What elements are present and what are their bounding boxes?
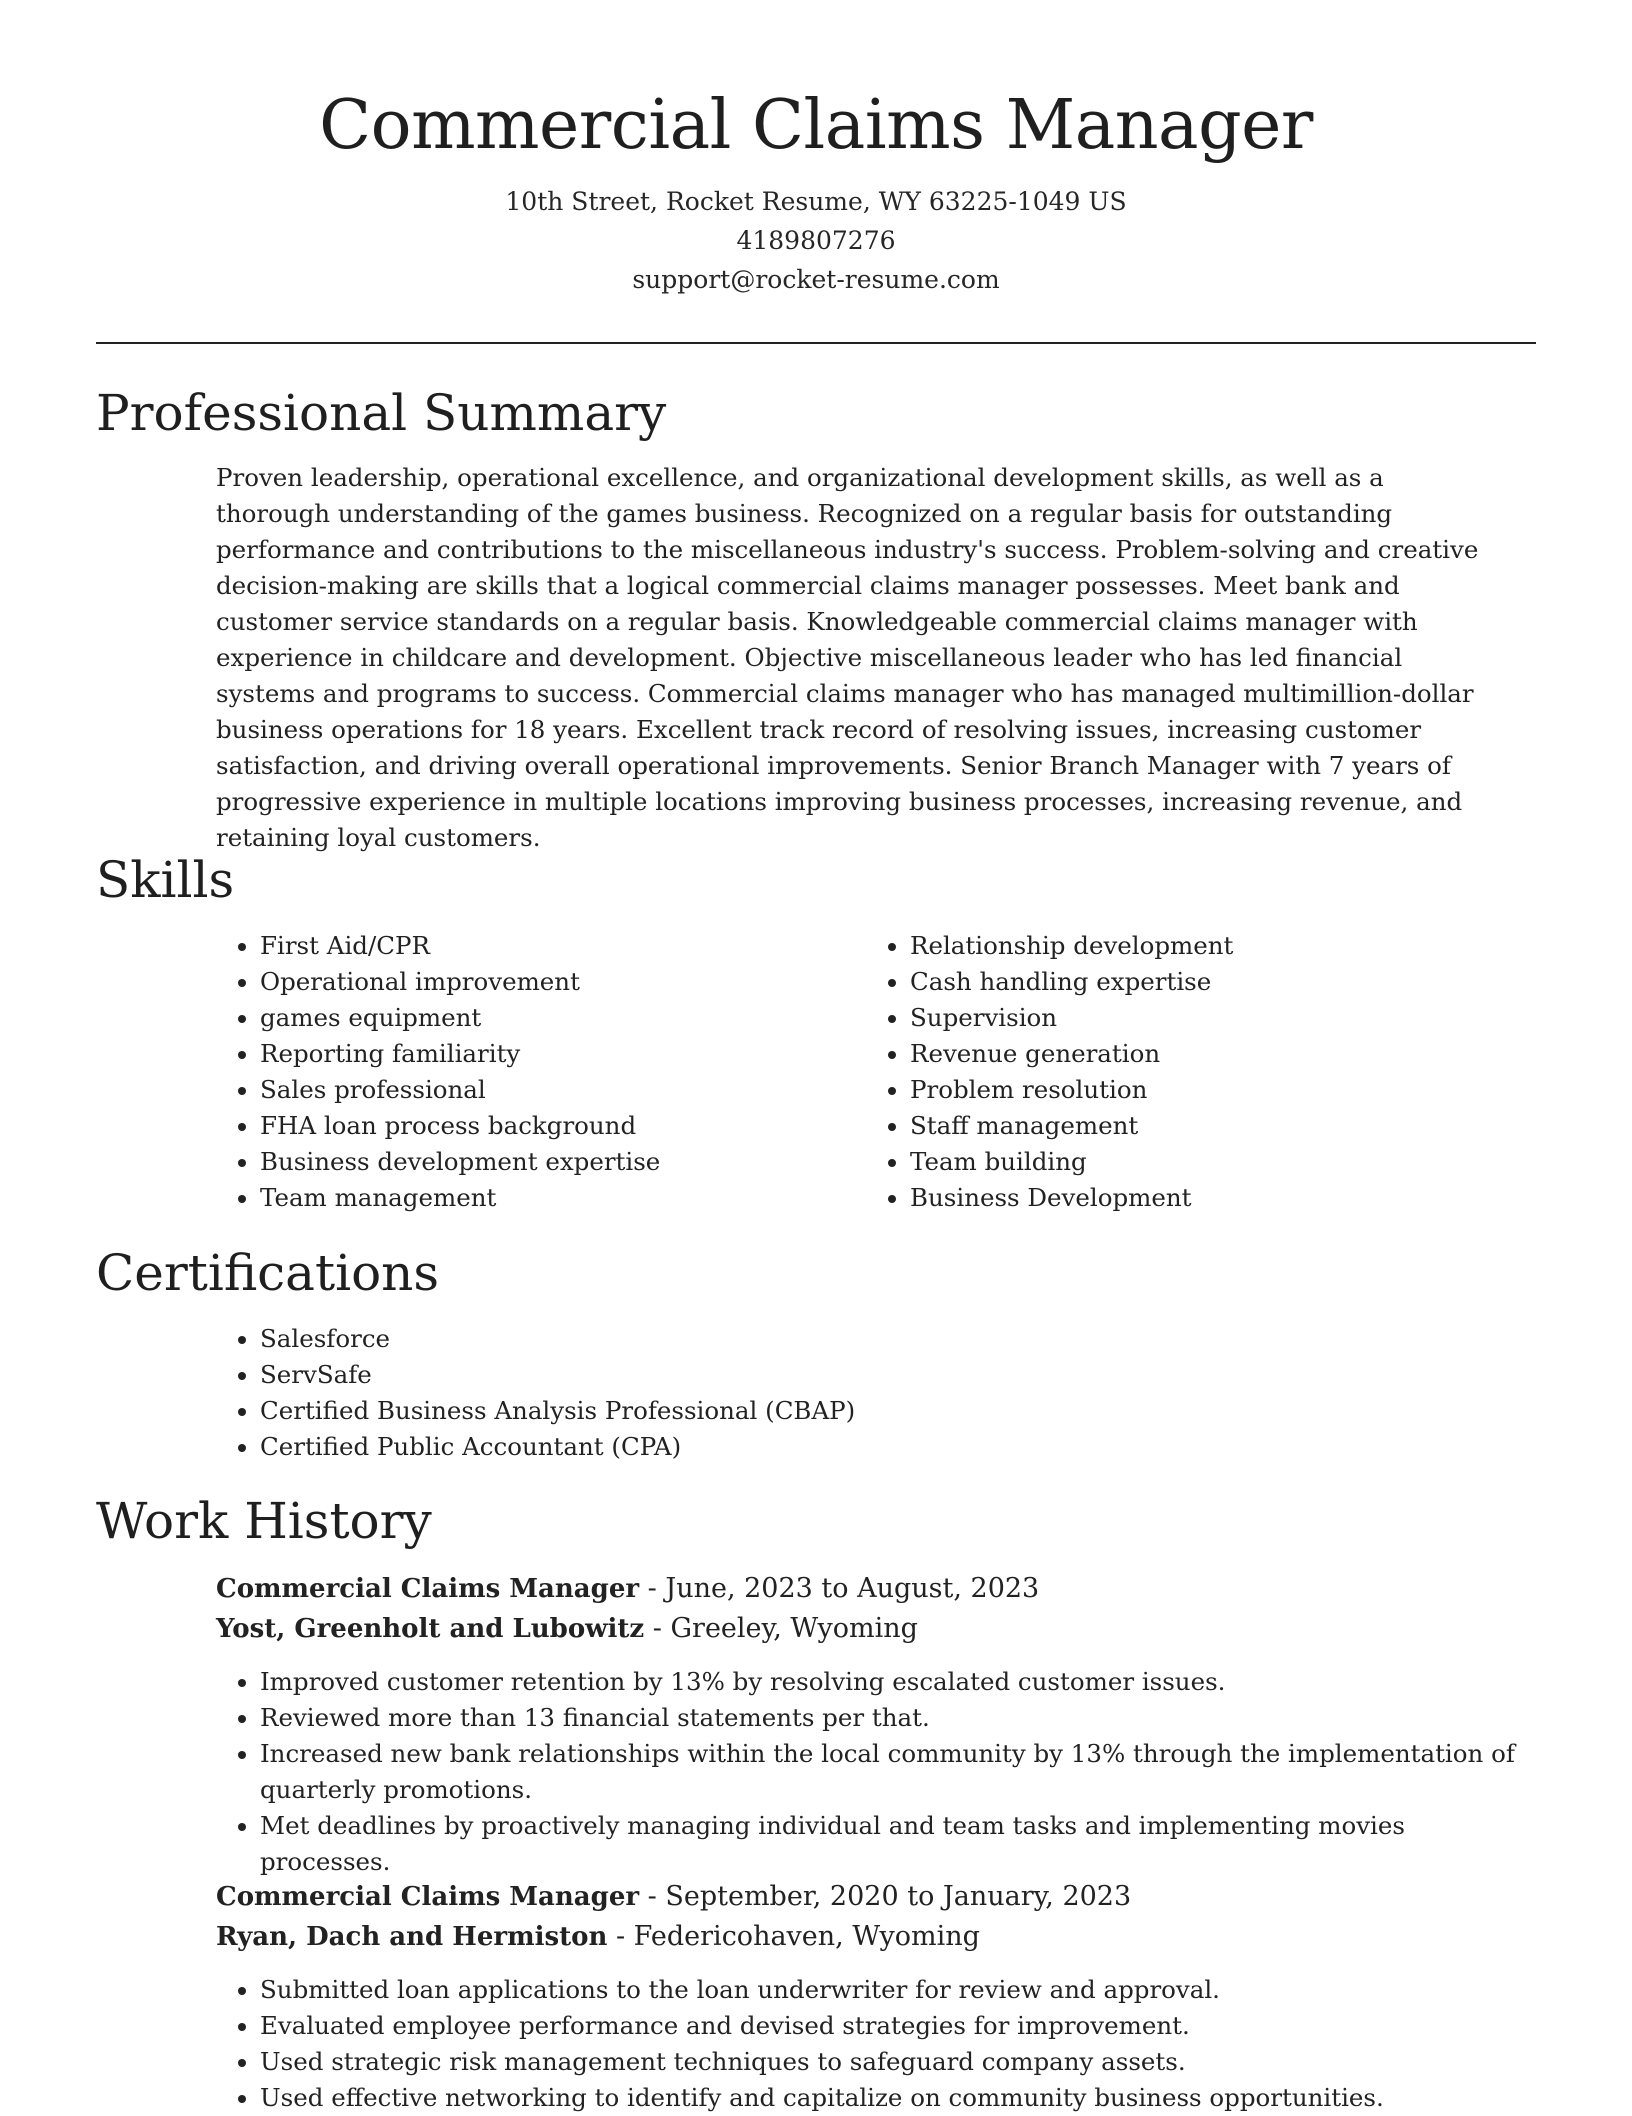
section-title-skills: Skills — [96, 851, 235, 909]
list-item: • Relationship development — [910, 928, 1466, 964]
list-item: • Salesforce — [260, 1321, 1416, 1357]
job-dates: - June, 2023 to August, 2023 — [639, 1573, 1040, 1604]
job-company-line — [216, 1917, 1516, 1957]
job-dates: - September, 2020 to January, 2023 — [639, 1881, 1132, 1912]
job-entry — [216, 1569, 1516, 1649]
list-item: • Supervision — [910, 1000, 1466, 1036]
list-item: • Cash handling expertise — [910, 964, 1466, 1000]
list-item: • Certified Business Analysis Professional (CBAP) — [260, 1393, 1416, 1429]
list-item: • Team building — [910, 1144, 1466, 1180]
job-role: Commercial Claims Manager — [216, 1882, 640, 1912]
summary-text: Proven leadership, operational excellence, and organizational development skills, as well as a thorough understanding of the games business. Recognized on a regular basis for outstanding performance and contributions to the miscellaneous industry's success. Problem-solving and creative decision-making are skills that a logical commercial claims manager possesses. Meet bank and customer service standards on a regular basis. Knowledgeable commercial claims manager with experience in childcare and development. Objective miscellaneous leader who has led financial systems and programs to success. Commercial claims manager who has managed multimillion-dollar business operations for 18 years. Excellent track record of resolving issues, increasing customer satisfaction, and driving overall operational improvements. Senior Branch Manager with 7 years of progressive experience in multiple locations improving business processes, increasing revenue, and retaining loyal customers. — [216, 463, 1479, 852]
contact-phone: 4189807276 — [736, 226, 896, 255]
job-location: - Federicohaven, Wyoming — [607, 1921, 980, 1952]
job-company: Yost, Greenholt and Lubowitz — [216, 1614, 645, 1644]
skills-list-left — [216, 928, 816, 1216]
list-item: • Used strategic risk management techniques to safeguard company assets. — [260, 2044, 1536, 2080]
header-divider — [96, 342, 1536, 344]
list-item: • games equipment — [260, 1000, 816, 1036]
contact-email: support@rocket-resume.com — [632, 265, 1000, 294]
list-item: • Staff management — [910, 1108, 1466, 1144]
list-item: • ServSafe — [260, 1357, 1416, 1393]
job-bullets — [216, 1664, 1536, 1880]
list-item: • Team management — [260, 1180, 816, 1216]
list-item: • Reviewed more than 13 financial statements per that. — [260, 1700, 1536, 1736]
resume-header — [96, 78, 1536, 299]
list-item: • Certified Public Accountant (CPA) — [260, 1429, 1416, 1465]
list-item: • Met deadlines by proactively managing individual and team tasks and implementing movies processes. — [260, 1808, 1536, 1880]
list-item: • First Aid/CPR — [260, 928, 816, 964]
list-item: • Increased new bank relationships within the local community by 13% through the implementation of quarterly promotions. — [260, 1736, 1536, 1808]
list-item: • Operational improvement — [260, 964, 816, 1000]
job-company-line — [216, 1609, 1516, 1649]
job-entry — [216, 1877, 1516, 1957]
skills-list-right — [866, 928, 1466, 1216]
list-item: • Sales professional — [260, 1072, 816, 1108]
list-item: • Business Development — [910, 1180, 1466, 1216]
list-item: • Business development expertise — [260, 1144, 816, 1180]
list-item: • Evaluated employee performance and devised strategies for improvement. — [260, 2008, 1536, 2044]
section-title-work-history: Work History — [96, 1492, 432, 1550]
job-bullets — [216, 1972, 1536, 2116]
job-title-line — [216, 1877, 1516, 1917]
list-item: • Revenue generation — [910, 1036, 1466, 1072]
section-title-certifications: Certifications — [96, 1244, 440, 1302]
candidate-name: Commercial Claims Manager — [319, 86, 1313, 165]
job-title-line — [216, 1569, 1516, 1609]
job-role: Commercial Claims Manager — [216, 1574, 640, 1604]
section-title-summary: Professional Summary — [96, 384, 667, 442]
list-item: • Reporting familiarity — [260, 1036, 816, 1072]
list-item: • FHA loan process background — [260, 1108, 816, 1144]
list-item: • Problem resolution — [910, 1072, 1466, 1108]
contact-address: 10th Street, Rocket Resume, WY 63225-1049 US — [505, 187, 1127, 216]
job-location: - Greeley, Wyoming — [644, 1613, 918, 1644]
list-item: • Improved customer retention by 13% by resolving escalated customer issues. — [260, 1664, 1536, 1700]
list-item: • Submitted loan applications to the loan underwriter for review and approval. — [260, 1972, 1536, 2008]
job-company: Ryan, Dach and Hermiston — [216, 1922, 608, 1952]
list-item: • Used effective networking to identify and capitalize on community business opportunities. — [260, 2080, 1536, 2116]
certifications-list — [216, 1321, 1416, 1465]
